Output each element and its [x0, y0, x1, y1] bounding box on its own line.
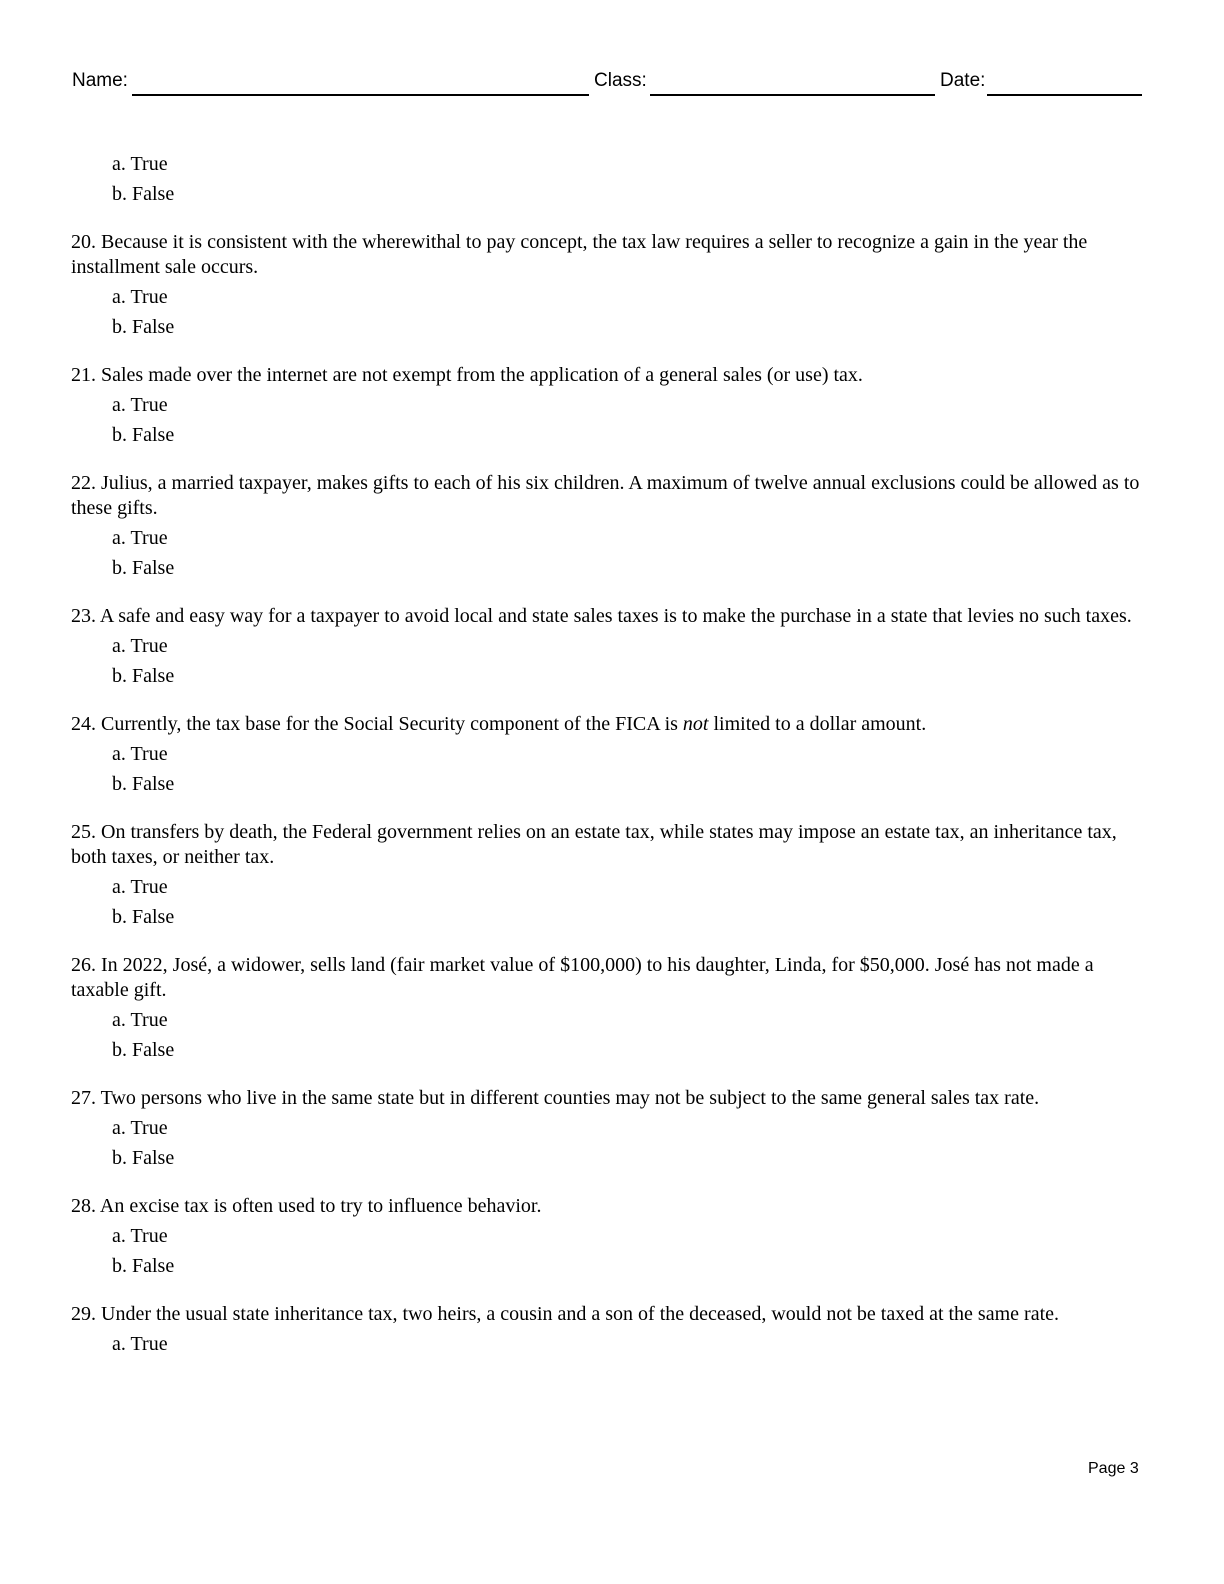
option-true: a. True	[112, 527, 168, 549]
question-text-end: limited to a dollar amount.	[708, 713, 927, 735]
page-number: Page 3	[1088, 1460, 1139, 1477]
question-24	[71, 712, 1146, 797]
name-blank-line	[132, 94, 589, 96]
option-false: b. False	[112, 1039, 175, 1061]
date-blank-line	[987, 94, 1142, 96]
question-text: 21. Sales made over the internet are not exempt from the application of a general sales (or use) tax.	[71, 364, 863, 386]
question-text: 27. Two persons who live in the same state but in different counties may not be subject to the same general sales tax rate.	[71, 1087, 1040, 1109]
option-false: b. False	[112, 906, 175, 928]
question-text: 28. An excise tax is often used to try to influence behavior.	[71, 1195, 542, 1217]
class-label: Class:	[594, 70, 647, 91]
question-26	[71, 953, 1146, 1063]
option-true: a. True	[112, 635, 168, 657]
date-label: Date:	[940, 70, 986, 91]
question-29	[71, 1302, 1146, 1357]
question-27	[71, 1086, 1146, 1171]
worksheet-header	[72, 70, 1142, 98]
question-20	[71, 230, 1146, 340]
question-22	[71, 471, 1146, 581]
question-text: 29. Under the usual state inheritance tax, two heirs, a cousin and a son of the deceased, would not be taxed at the same rate.	[71, 1303, 1059, 1325]
question-23	[71, 604, 1146, 689]
option-true: a. True	[112, 1009, 168, 1031]
option-true: a. True	[112, 1117, 168, 1139]
option-true: a. True	[112, 394, 168, 416]
option-false: b. False	[112, 316, 175, 338]
option-true: a. True	[112, 876, 168, 898]
question-list	[71, 152, 1146, 1380]
question-text: 22. Julius, a married taxpayer, makes gifts to each of his six children. A maximum of twelve annual exclusions could be allowed as to these gifts.	[71, 472, 1140, 519]
question-25	[71, 820, 1146, 930]
question-28	[71, 1194, 1146, 1279]
option-true: a. True	[112, 286, 168, 308]
option-true: a. True	[112, 1333, 168, 1355]
option-false: b. False	[112, 557, 175, 579]
question-text-emphasis: not	[682, 713, 709, 735]
option-false: b. False	[112, 1255, 175, 1277]
question-text: 23. A safe and easy way for a taxpayer to avoid local and state sales taxes is to make the purchase in a state that levies no such taxes.	[71, 605, 1132, 627]
question-text: 20. Because it is consistent with the wherewithal to pay concept, the tax law requires a seller to recognize a gain in the year the installment sale occurs.	[71, 231, 1088, 278]
question-text: 26. In 2022, José, a widower, sells land (fair market value of $100,000) to his daughter, Linda, for $50,000. José has not made a taxable gift.	[71, 954, 1094, 1001]
option-true: a. True	[112, 743, 168, 765]
option-true: a. True	[112, 153, 168, 175]
option-true: a. True	[112, 1225, 168, 1247]
option-false: b. False	[112, 1147, 175, 1169]
class-blank-line	[650, 94, 935, 96]
question-19-continued	[71, 152, 1146, 207]
option-false: b. False	[112, 773, 175, 795]
option-false: b. False	[112, 424, 175, 446]
name-label: Name:	[72, 70, 128, 91]
option-false: b. False	[112, 183, 175, 205]
option-false: b. False	[112, 665, 175, 687]
question-21	[71, 363, 1146, 448]
question-text-start: 24. Currently, the tax base for the Social Security component of the FICA is	[71, 713, 683, 735]
question-text	[71, 712, 1146, 737]
question-text: 25. On transfers by death, the Federal government relies on an estate tax, while states may impose an estate tax, an inheritance tax, both taxes, or neither tax.	[71, 821, 1117, 868]
